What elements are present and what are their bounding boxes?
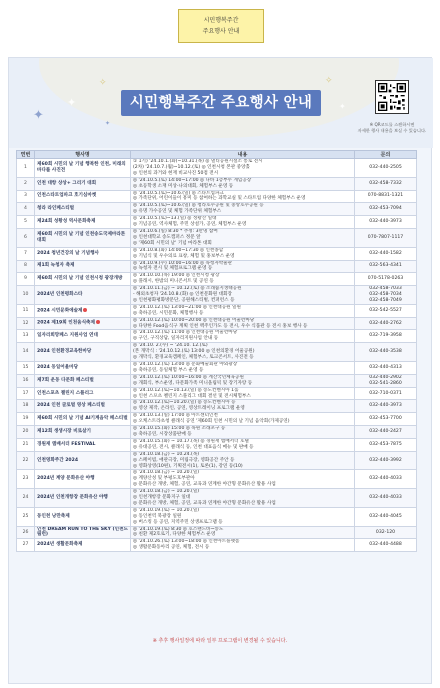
event-name (35, 304, 131, 317)
event-name-text: 2024 인천환경교육한마당 (37, 349, 92, 355)
event-name (35, 286, 131, 305)
event-name (35, 413, 131, 426)
event-content-line: ◎ '24.10.9.(수) 10:00~16:00 ◎ 녹청자박물관 (133, 260, 233, 266)
event-content-line: ◎ 친환 제2호로기, 다양한 체험부스 운영 (133, 532, 216, 538)
event-name-text: 인천영화주간 2024 (37, 457, 79, 463)
event-name (35, 438, 131, 451)
event-content-line: (2차) '24.10.7.(월)~10.12.(토) ◎ 인천시청 본관 중앙홀 (133, 164, 250, 170)
contact-phone[interactable]: 070-7807-1117 (355, 228, 417, 247)
table-row (17, 374, 417, 387)
event-content-line: ◎ '24.10.18.(금) ~ 10.20.(일) (133, 489, 200, 495)
table-header-row (17, 151, 417, 159)
event-content-line: ◎ 플래시, 한밤의 미니콘서트 및 공연 등 (133, 279, 214, 285)
event-content-line: ◎ 녹청자 전시 및 체험프로그램 운영 등 (133, 266, 213, 272)
contact-phone[interactable]: 032-453-7875 (355, 438, 417, 451)
contact-phone[interactable]: 032-458-7332 (355, 177, 417, 190)
table-row (17, 159, 417, 178)
event-content-line: ◎ '24.10.19.(토) 8:30 ◎ 호스랜드바~송도 (133, 526, 224, 532)
event-content-line: ◎ 유대공연, 전시, 클래식 등, 인천 대표음식 메뉴 및 판매 등 (133, 444, 254, 450)
contact-phone[interactable]: 032-440-2762 (355, 317, 417, 330)
event-name (35, 216, 131, 229)
poster-banner (9, 58, 433, 148)
event-name (35, 159, 131, 178)
event-content-line: ◎ '24.10.8.(화) 14:00~17:30 ◎ 인천종합 (133, 247, 224, 253)
event-name-text: 2024 제19회 인천음식축제 (37, 320, 95, 326)
table-row (17, 190, 417, 203)
event-content (131, 489, 355, 508)
event-content-line: ◎ '24.10. 2.(수) ~ '24.10. 12.(토) (133, 343, 208, 349)
event-content (131, 228, 355, 247)
row-number: 16 (17, 374, 35, 387)
event-name-text: 일자리희망페스 지원사업 연대 (37, 333, 98, 339)
event-name-text: 경원재 앰배서더 FESTIVAL (37, 441, 96, 447)
header-event: 행사명 (35, 151, 131, 159)
event-content-line: ◎ '24.10.19.(토) ~ 10.20.(일) (133, 507, 200, 513)
event-content (131, 177, 355, 190)
event-name (35, 203, 131, 216)
event-name-text: 2024 인천 글로벌 영상 페스티벌 (37, 403, 105, 409)
event-content-line: ◎ '24.10.12.(토) 10:00~20:00 ◎ 인천대공원 어울련마당 (133, 317, 255, 323)
table-row (17, 362, 417, 375)
event-content-line: ◎ 가족단위, 어린이들이 흥미 등 참여하는 과학교실 및 스타트업 다양한 체험부스 운영 (133, 196, 306, 202)
contact-phone[interactable]: 032-719-3958 (355, 330, 417, 343)
event-name-text: 제24회 성황성 역사문화축제 (37, 219, 96, 225)
header-contact: 문의 (355, 151, 417, 159)
event-content-line: ◎ '24.10.12.(토) 11:00 ◎ 인천대공원 어울련마당 (133, 330, 238, 336)
event-content-line: ◎ 초등학생 소재 미상-나의대회, 체험부스 운영 등 (133, 183, 234, 189)
top-label-line1: 시민행복주간 (203, 17, 239, 24)
star-icon: ✦ (339, 102, 346, 111)
event-table (16, 150, 417, 552)
table-row (17, 286, 417, 305)
row-number: 3 (17, 190, 35, 203)
contact-phone[interactable]: 070-5178-0263 (355, 273, 417, 286)
qr-caption-line: ※ QR코드를 스캔하시면 (369, 122, 415, 127)
event-name-text: 인천 대항 상상+ 그리기 대회 (37, 180, 97, 186)
row-number: 9 (17, 273, 35, 286)
qr-caption (355, 122, 429, 134)
event-content-line: ◎ '24.10.26.(토) 13:00~18:00 ◎ 인천아트플랫폼 (133, 539, 240, 545)
table-row (17, 216, 417, 229)
event-content-line: ◎ 다양한 Food음식구 계획 인천 맥주인가도 등 전시, 우수 식품관 등 전시 홍보 행사 등 (133, 323, 308, 329)
event-name (35, 470, 131, 489)
contact-phone[interactable]: 032-440-3992 (355, 451, 417, 470)
row-number: 11 (17, 304, 35, 317)
event-content-line: ◎ '24.10.12.(토) 10:00~16:00 ◎ 계산국민체육공원 (133, 374, 244, 380)
qr-code[interactable] (375, 80, 409, 114)
event-name-text: 동인천 낭만축제 (37, 513, 70, 519)
event-content (131, 216, 355, 229)
contact-phone[interactable]: 032-440-4488 (355, 539, 417, 552)
event-name-text: 2024 청년건강의 날 기념행사 (37, 250, 99, 256)
table-row (17, 203, 417, 216)
event-content-line: ◎ 오케스트라초청 클래식 공연 '제60회 인천 시민의 날 기념 음악회(가제공연) (133, 419, 290, 425)
event-content-line: ◎ 유명 가수공연 및 체험 가족단위 체험부스 (133, 209, 222, 215)
new-badge-icon (83, 308, 87, 312)
contact-phone[interactable]: 032-440-2427 (355, 426, 417, 439)
event-content-line: ◎ '24.10.10.(목) 19:00 ◎ 인천시청 광장 (133, 273, 220, 279)
row-number: 19 (17, 413, 35, 426)
row-number: 23 (17, 470, 35, 489)
contact-phone[interactable]: 032-440-2505 (355, 159, 417, 178)
sparkle-icon: ✦ (33, 108, 44, 123)
contact-phone[interactable]: 032-453-7700 (355, 413, 417, 426)
row-number: 10 (17, 286, 35, 305)
contact-phone[interactable]: 032-440-4045 (355, 507, 417, 526)
event-name (35, 426, 131, 439)
row-number: 14 (17, 343, 35, 362)
event-content (131, 507, 355, 526)
event-content-line: ◎ 인천의 과거와 현재 비교사진 50점 전시 (133, 170, 219, 176)
event-name (35, 273, 131, 286)
event-name (35, 451, 131, 470)
row-number: 27 (17, 539, 35, 552)
table-row (17, 400, 417, 413)
table-body (17, 159, 417, 552)
event-content-line: ◎ 인천대학교 송도캠퍼스 정문 앞 (133, 234, 201, 240)
table-row (17, 507, 417, 526)
event-content-line: ◎ '24.10.5.(토)~10.6.(일) ◎ 청라호수공원 및 중앙호수공원 등 (133, 203, 264, 209)
table-row (17, 330, 417, 343)
event-content-line: ◎ 축하공연, 시장상품판매 등 (133, 431, 192, 437)
event-name (35, 387, 131, 400)
event-content (131, 247, 355, 260)
event-content-line: ◎ '24.10.12.(토) 13:00~21:00 ◎ 인천대공원 일원 (133, 304, 241, 310)
contact-phone[interactable]: 032-710-0371 (355, 387, 417, 400)
event-content (131, 286, 355, 305)
contact-phone[interactable]: 070-8831-1321 (355, 190, 417, 203)
event-content-line: ◎ 구인, 구직상담, 일자리지원사업 안내 등 (133, 336, 219, 342)
table-row (17, 451, 417, 470)
table-row (17, 539, 417, 552)
event-content-line: ◎ 인천개항장 문화지구 일대 (133, 495, 191, 501)
event-name (35, 374, 131, 387)
sparkle-icon: ✦ (105, 120, 111, 127)
event-content-line: ◎ '24.10.6.(일) 8:30 * 추정: 3만명 참여 (133, 228, 218, 234)
event-name (35, 343, 131, 362)
contact-phone[interactable]: 032-440-2902 032-541-2860 (355, 374, 417, 387)
event-content-line: ◎ 개막식, 환경교육캠페인, 체험부스, 토크콘서트, 사진전 등 (133, 355, 254, 361)
event-content-line: ◎ 계양산성 및 부평도호부관아 (133, 476, 195, 482)
row-number: 12 (17, 317, 35, 330)
event-name (35, 507, 131, 526)
table-row (17, 438, 417, 451)
table-row (17, 426, 417, 439)
event-content (131, 539, 355, 552)
event-name-text: 인천스타트업파크 호기심마켓 (37, 193, 97, 199)
event-content (131, 273, 355, 286)
contact-phone[interactable]: 032-458-7033 032-458-7034 032-458-7049 (355, 286, 417, 305)
contact-phone[interactable]: 032-542-5527 (355, 304, 417, 317)
event-content (131, 426, 355, 439)
star-icon: ✦ (67, 96, 77, 109)
row-number: 22 (17, 451, 35, 470)
sparkle-icon: ✧ (99, 78, 107, 88)
event-content (131, 343, 355, 362)
contact-phone[interactable]: 032-440-3973 (355, 216, 417, 229)
event-content-line: ◎ 생활문화동아리 공연, 체험, 전시 등 (133, 545, 210, 551)
contact-phone[interactable]: 032-440-4033 (355, 470, 417, 489)
event-content-line: - 해외초청자 '24.10.8.(화) ◎ 인천문화원 대회장 (133, 292, 232, 298)
event-content-line: ◎ 버스킹 등 공연, 지역주민 상생프로그램 등 (133, 519, 223, 525)
row-number: 24 (17, 489, 35, 508)
event-content-line: ◎ '24.10.15.(화) ~ 10.17.(목) ◎ 경원재 앰배서더 호텔 (133, 438, 249, 444)
contact-phone[interactable]: 032-440-1582 (355, 247, 417, 260)
event-name-text: 제60회 시민의 날 기념 행복한 인천, 미래의 바다를 사진전 (37, 161, 126, 173)
event-content-line: ◎ '24.10.5.(토)~10.6.(일) ◎ 스타트업파크 (133, 190, 224, 196)
event-content (131, 159, 355, 178)
event-name-text: 제60회 시민의 날 기념 AI기계음악 페스티벌 (37, 416, 128, 422)
event-content-line: ◎ 문화유산 개방, 체험, 공연, 교육과 연계한 야간형 문화유산 활용 사업 (133, 500, 276, 506)
event-content (131, 317, 355, 330)
top-label-line2: 주요행사 안내 (202, 28, 240, 35)
event-name (35, 247, 131, 260)
event-content-line: ◎ '24.10.13.(일) 17:00 ◎ 아트센터인천 (133, 413, 218, 419)
event-name-text: 제60회 시민의 날 기념 인천송도국제마라톤대회 (37, 231, 126, 243)
event-name-text: 청라 라인페스티벌 (37, 206, 75, 212)
event-content-line: ◎ 동인천역 북광장 일원 (133, 513, 182, 519)
event-content-line: ① 1기) '24.10.1.(화)~10.31.(목) ◎ 멀티공원시설소 통로 전시 (133, 159, 263, 164)
event-content-line: ◎ 영화상영(10편), 기획전시(1), 토론(1), 강연 등(10) (133, 463, 243, 469)
contact-phone[interactable]: 032-563-4341 (355, 260, 417, 273)
table-row (17, 317, 417, 330)
event-content-line: ◎ '24.10.5.(토)~13.(일) ◎ 성황산 일대 (133, 216, 217, 222)
row-number: 4 (17, 203, 35, 216)
contact-phone[interactable]: 032-440-4313 (355, 362, 417, 375)
row-number: 21 (17, 438, 35, 451)
event-name-text: 2024년 인천개항장 문화유산 야행 (37, 495, 108, 501)
event-name (35, 317, 131, 330)
contact-phone[interactable]: 032-120 (355, 526, 417, 539)
event-name (35, 190, 131, 203)
event-content-line: ◎ 축하공연, 동일체험 부스 운영 등 (133, 367, 204, 373)
row-number: 5 (17, 216, 35, 229)
event-content (131, 330, 355, 343)
event-name (35, 400, 131, 413)
table-row (17, 304, 417, 317)
table-row (17, 273, 417, 286)
row-number: 26 (17, 526, 35, 539)
event-name (35, 362, 131, 375)
event-name (35, 489, 131, 508)
event-name-text: 제12회 생생시장 비로살기 (37, 429, 91, 435)
table-row (17, 387, 417, 400)
event-content-line: ◎ '24.10.12.(토) 13:00 ◎ 문화예술회관 야외광장 (133, 362, 238, 367)
row-number: 8 (17, 260, 35, 273)
event-content-line: ◎ '24.10.15.(화) 15:00 ◎ 녹원 소래포구 등 (133, 426, 226, 432)
table-row (17, 470, 417, 489)
event-name-text: 제1회 녹청자 축제 (37, 263, 75, 269)
row-number: 1 (17, 159, 35, 178)
event-content (131, 203, 355, 216)
event-name-text: 인천 DREAM RUN TO THE SKY (인천드림런) (37, 526, 128, 538)
row-number: 2 (17, 177, 35, 190)
event-content-line: ◎ 영상 제작, 온라인, 공연, 영상트레이닝 프로그램 운영 (133, 406, 245, 412)
event-name (35, 177, 131, 190)
header-content: 내용 (131, 151, 355, 159)
sparkle-icon: ✧ (325, 76, 333, 86)
row-number: 25 (17, 507, 35, 526)
contact-phone[interactable]: 032-440-4033 (355, 489, 417, 508)
event-content-line: ◎ 기념식 및 우수의료 표창, 체험 및 홍보부스 운영 (133, 253, 235, 259)
qr-caption-line: 자세한 행사 내용을 보실 수 있습니다. (357, 128, 427, 133)
footnote: ※ 추후 행사일정에 따라 일부 프로그램이 변경될 수 있습니다. (152, 638, 288, 644)
row-number: 13 (17, 330, 35, 343)
event-name-text: 2024년 생활문화축제 (37, 542, 83, 548)
table-row (17, 260, 417, 273)
event-content-line: ◎ 문화유산 개방, 체험, 공연, 교육과 연계한 야간형 문화유산 활용 사업 (133, 482, 276, 488)
event-content (131, 400, 355, 413)
header-no: 연번 (17, 151, 35, 159)
event-content-line: ◎ 인천 스포츠 챌린지 스플리그 대회 결선 및 전시체험부스 (133, 393, 251, 399)
event-content-line: ◎ '24.10.12.(토)~10.20.(일) ◎ 송도컨벤시아 등 (133, 400, 236, 406)
row-number: 17 (17, 387, 35, 400)
event-name-text: 제7회 운동 다문화 페스티벌 (37, 377, 94, 383)
row-number: 7 (17, 247, 35, 260)
row-number: 20 (17, 426, 35, 439)
event-name-text: 인천스포츠 챌린지 스플리그 (37, 390, 94, 396)
contact-phone[interactable]: 032-440-3973 (355, 400, 417, 413)
event-name (35, 330, 131, 343)
event-name-text: 제60회 시민의 날 기념 인천시청 광장개방 (37, 276, 123, 282)
event-content-line: ◎ '24.10.5.(토) 14:00~17:00 ◎ 나바 1층부두 게임공장 (133, 177, 252, 183)
contact-phone[interactable]: 032-440-3538 (355, 343, 417, 362)
event-content-line: ◎ 축하공연, 시민문화, 체험행사 등 (133, 310, 204, 316)
event-content (131, 451, 355, 470)
event-name-text: 2024 동일어울마당 (37, 364, 79, 370)
event-content (131, 526, 355, 539)
event-table-wrapper (16, 150, 416, 552)
event-name (35, 539, 131, 552)
event-content (131, 438, 355, 451)
table-row (17, 413, 417, 426)
event-content-line: ◎ 기념공연, 역사체험, 주민 상설가, 공연, 체험부스 운영 (133, 222, 247, 228)
event-content-line: ◎ 스페이빔, 애관극장, 미림극장, 영화공간 주안 등 (133, 457, 235, 463)
event-content (131, 387, 355, 400)
event-content (131, 260, 355, 273)
event-content (131, 413, 355, 426)
event-content-line: ◎ '24.10.18.(금) ~ 10.20.(일) (133, 470, 200, 476)
event-content-line: ◎ '24.10.18.(금) ~ 10.24.(목) (133, 451, 200, 457)
event-name (35, 228, 131, 247)
qr-code-icon (378, 83, 406, 111)
table-row (17, 177, 417, 190)
event-name (35, 260, 131, 273)
top-label-box (178, 9, 264, 43)
event-content-line: ◎ 인천평화평화방문단, 공원해스티벌, 컨퍼런스 등 (133, 297, 235, 303)
row-number: 18 (17, 400, 35, 413)
table-row (17, 489, 417, 508)
event-content-line: ◎ '24.10.12.(토)~10.13.(일) ◎ 송도컨벤시아 1홀 (133, 387, 239, 393)
row-number: 15 (17, 362, 35, 375)
event-name-text: 2024년 계양 문화유산 야행 (37, 476, 95, 482)
event-content-line: ◎ '제60회 시민의 날' 기념 마라톤 대회 (133, 240, 212, 246)
event-content (131, 470, 355, 489)
row-number: 6 (17, 228, 35, 247)
contact-phone[interactable]: 032-453-7094 (355, 203, 417, 216)
event-content (131, 374, 355, 387)
table-row (17, 228, 417, 247)
table-row (17, 343, 417, 362)
event-content (131, 190, 355, 203)
new-badge-icon (96, 320, 100, 324)
event-content-line: ◎ '24.10.11.(금) ~ 10.12.(토) ◎ 소래습지생태공원 (133, 286, 242, 292)
event-content-line: (본 개막식 : '24.10.12.(토) 13:00 ◎ 인천의환경 어울공원) (133, 349, 255, 355)
event-content (131, 304, 355, 317)
table-row (17, 526, 417, 539)
event-name-text: 2024 시민문화예술제 (37, 308, 83, 314)
event-name (35, 526, 131, 539)
event-name-text: 2024년 인천평화스타 (37, 292, 83, 298)
event-content (131, 362, 355, 375)
event-content-line: ◎ 개회식, 부스운영, 다문화가족 미니올림픽 및 장기자랑 등 (133, 380, 253, 386)
banner-title: 시민행복주간 주요행사 안내 (121, 90, 321, 116)
table-row (17, 247, 417, 260)
